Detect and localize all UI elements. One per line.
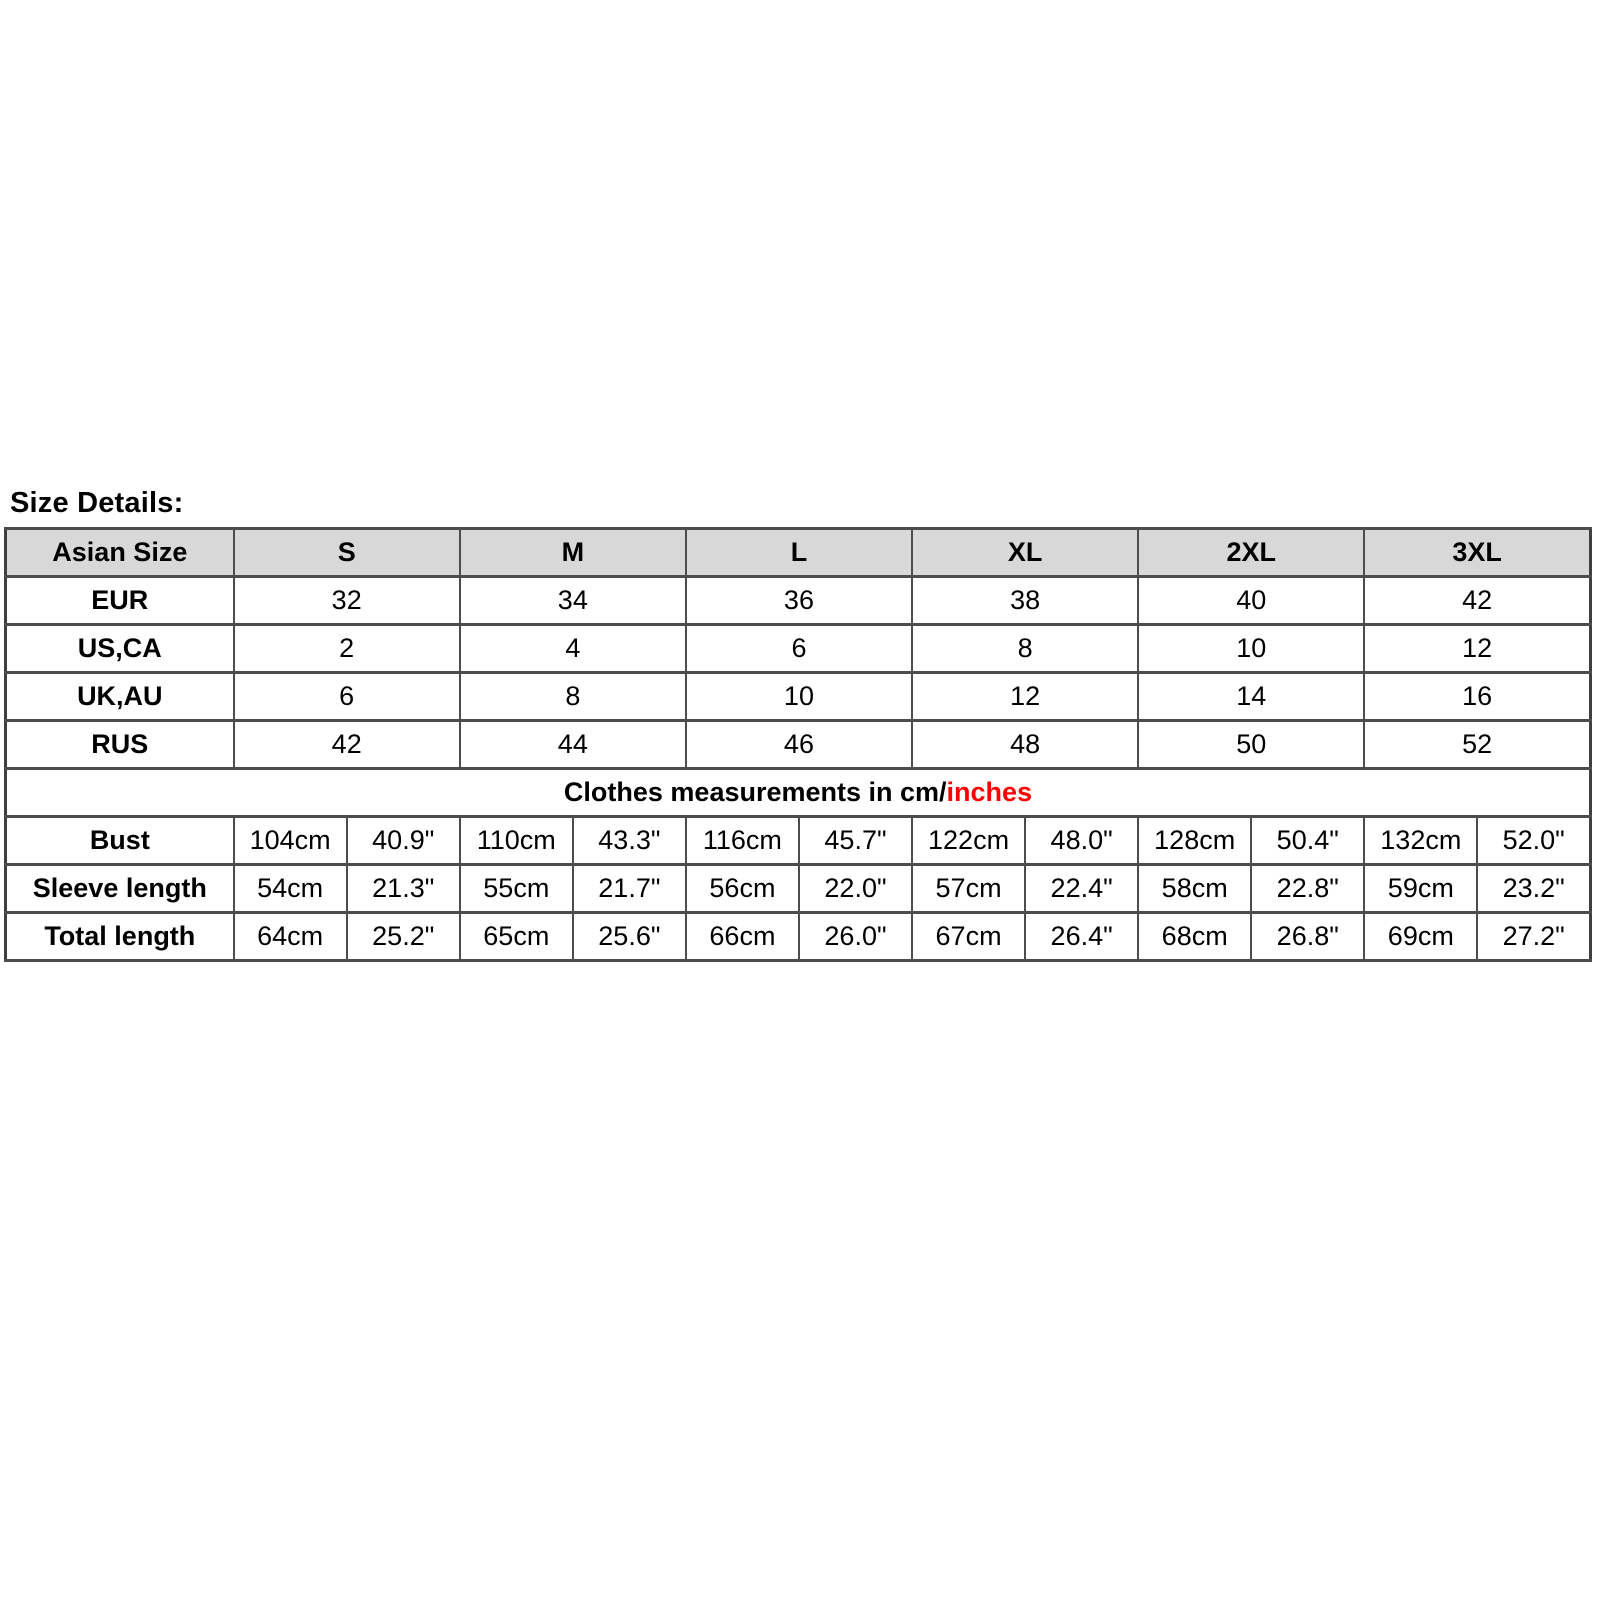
bust-in-l: 45.7" xyxy=(799,817,912,865)
row-label-sleeve-length: Sleeve length xyxy=(6,865,234,913)
cell-ukau-m: 8 xyxy=(460,673,686,721)
cell-ukau-xl: 12 xyxy=(912,673,1138,721)
header-row xyxy=(6,529,1591,577)
size-chart-table xyxy=(4,527,1592,962)
sleeve-in-s: 21.3" xyxy=(347,865,460,913)
sleeve-cm-m: 55cm xyxy=(460,865,573,913)
cell-rus-m: 44 xyxy=(460,721,686,769)
row-label-eur: EUR xyxy=(6,577,234,625)
total-cm-3xl: 69cm xyxy=(1364,913,1477,961)
size-header-2xl: 2XL xyxy=(1138,529,1364,577)
sleeve-in-xl: 22.4" xyxy=(1025,865,1138,913)
sleeve-in-3xl: 23.2" xyxy=(1477,865,1590,913)
cell-ukau-s: 6 xyxy=(234,673,460,721)
size-header-l: L xyxy=(686,529,912,577)
conversion-row-us-ca xyxy=(6,625,1591,673)
cell-rus-3xl: 52 xyxy=(1364,721,1590,769)
total-cm-2xl: 68cm xyxy=(1138,913,1251,961)
bust-cm-3xl: 132cm xyxy=(1364,817,1477,865)
cell-ukau-2xl: 14 xyxy=(1138,673,1364,721)
row-label-rus: RUS xyxy=(6,721,234,769)
sleeve-in-2xl: 22.8" xyxy=(1251,865,1364,913)
sleeve-cm-3xl: 59cm xyxy=(1364,865,1477,913)
cell-eur-m: 34 xyxy=(460,577,686,625)
cell-rus-s: 42 xyxy=(234,721,460,769)
page-title: Size Details: xyxy=(10,487,184,519)
total-in-s: 25.2" xyxy=(347,913,460,961)
bust-in-3xl: 52.0" xyxy=(1477,817,1590,865)
total-in-l: 26.0" xyxy=(799,913,912,961)
cell-ukau-3xl: 16 xyxy=(1364,673,1590,721)
measurement-row-sleeve-length xyxy=(6,865,1591,913)
size-header-s: S xyxy=(234,529,460,577)
row-label-bust: Bust xyxy=(6,817,234,865)
sleeve-cm-l: 56cm xyxy=(686,865,799,913)
measurement-row-bust xyxy=(6,817,1591,865)
total-in-3xl: 27.2" xyxy=(1477,913,1590,961)
total-in-m: 25.6" xyxy=(573,913,686,961)
cell-eur-l: 36 xyxy=(686,577,912,625)
bust-cm-m: 110cm xyxy=(460,817,573,865)
size-header-3xl: 3XL xyxy=(1364,529,1590,577)
bust-cm-l: 116cm xyxy=(686,817,799,865)
bust-in-m: 43.3" xyxy=(573,817,686,865)
measurements-note-row xyxy=(6,769,1591,817)
measurement-row-total-length xyxy=(6,913,1591,961)
bust-in-2xl: 50.4" xyxy=(1251,817,1364,865)
sleeve-cm-xl: 57cm xyxy=(912,865,1025,913)
size-header-xl: XL xyxy=(912,529,1138,577)
cell-usca-xl: 8 xyxy=(912,625,1138,673)
sleeve-in-m: 21.7" xyxy=(573,865,686,913)
cell-rus-xl: 48 xyxy=(912,721,1138,769)
conversion-row-rus xyxy=(6,721,1591,769)
cell-usca-s: 2 xyxy=(234,625,460,673)
total-in-xl: 26.4" xyxy=(1025,913,1138,961)
measurements-note-cell xyxy=(6,769,1591,817)
bust-in-s: 40.9" xyxy=(347,817,460,865)
total-cm-m: 65cm xyxy=(460,913,573,961)
cell-usca-2xl: 10 xyxy=(1138,625,1364,673)
total-in-2xl: 26.8" xyxy=(1251,913,1364,961)
conversion-row-eur xyxy=(6,577,1591,625)
sleeve-in-l: 22.0" xyxy=(799,865,912,913)
cell-rus-2xl: 50 xyxy=(1138,721,1364,769)
bust-in-xl: 48.0" xyxy=(1025,817,1138,865)
total-cm-xl: 67cm xyxy=(912,913,1025,961)
total-cm-s: 64cm xyxy=(234,913,347,961)
cell-eur-xl: 38 xyxy=(912,577,1138,625)
conversion-row-uk-au xyxy=(6,673,1591,721)
sleeve-cm-2xl: 58cm xyxy=(1138,865,1251,913)
measurements-note-inches: inches xyxy=(946,777,1033,807)
size-header-m: M xyxy=(460,529,686,577)
measurements-note-text: Clothes measurements in cm/ xyxy=(563,777,947,807)
total-cm-l: 66cm xyxy=(686,913,799,961)
cell-eur-s: 32 xyxy=(234,577,460,625)
sleeve-cm-s: 54cm xyxy=(234,865,347,913)
cell-usca-l: 6 xyxy=(686,625,912,673)
row-label-us-ca: US,CA xyxy=(6,625,234,673)
cell-usca-3xl: 12 xyxy=(1364,625,1590,673)
row-label-uk-au: UK,AU xyxy=(6,673,234,721)
cell-rus-l: 46 xyxy=(686,721,912,769)
row-label-total-length: Total length xyxy=(6,913,234,961)
cell-ukau-l: 10 xyxy=(686,673,912,721)
bust-cm-s: 104cm xyxy=(234,817,347,865)
bust-cm-xl: 122cm xyxy=(912,817,1025,865)
cell-usca-m: 4 xyxy=(460,625,686,673)
cell-eur-3xl: 42 xyxy=(1364,577,1590,625)
bust-cm-2xl: 128cm xyxy=(1138,817,1251,865)
header-label-asian-size: Asian Size xyxy=(6,529,234,577)
cell-eur-2xl: 40 xyxy=(1138,577,1364,625)
